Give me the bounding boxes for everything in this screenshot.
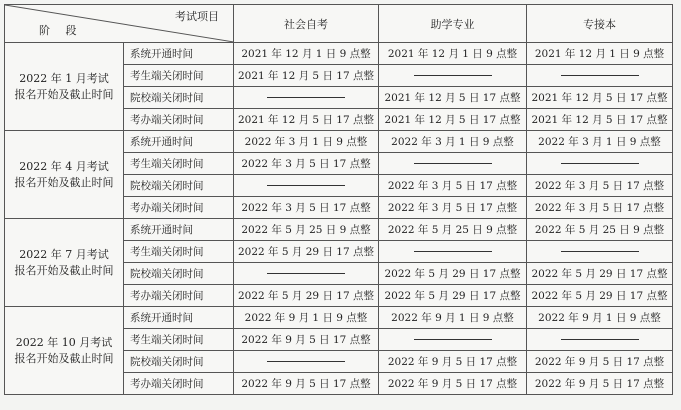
header-stage-label: 阶 段 (39, 24, 83, 37)
table-row (5, 43, 673, 65)
date-cell: 2021 年 12 月 5 日 17 点整 (379, 109, 527, 131)
date-cell: 2022 年 5 月 25 日 9 点整 (379, 219, 527, 241)
date-cell: 2022 年 3 月 5 日 17 点整 (527, 197, 673, 219)
table-row (5, 307, 673, 329)
exam-period-cell (5, 307, 124, 395)
column-header-upgrade: 专接本 (527, 5, 673, 43)
column-header-assisted-study: 助学专业 (379, 5, 527, 43)
date-cell: 2021 年 12 月 5 日 17 点整 (379, 87, 527, 109)
dash-line (267, 361, 345, 362)
dash-line (414, 339, 492, 340)
table-row (5, 131, 673, 153)
dash-line (561, 163, 639, 164)
exam-period-line: 报名开始及截止时间 (14, 175, 114, 189)
exam-period-cell (5, 219, 124, 307)
date-cell: 2022 年 9 月 5 日 17 点整 (234, 329, 379, 351)
exam-period-line: 报名开始及截止时间 (14, 87, 114, 101)
date-cell: 2022 年 9 月 5 日 17 点整 (527, 373, 673, 395)
not-applicable-dash (527, 65, 673, 87)
schedule-document (4, 4, 672, 395)
date-cell: 2021 年 12 月 1 日 9 点整 (527, 43, 673, 65)
not-applicable-dash (379, 329, 527, 351)
not-applicable-dash (234, 87, 379, 109)
exam-item-cell: 考办端关闭时间 (124, 109, 234, 131)
date-cell: 2021 年 12 月 5 日 17 点整 (527, 87, 673, 109)
exam-period-line: 2022 年 10 月考试 (15, 335, 113, 349)
date-cell: 2022 年 3 月 5 日 17 点整 (379, 197, 527, 219)
date-cell: 2022 年 9 月 1 日 9 点整 (379, 307, 527, 329)
exam-period-line: 报名开始及截止时间 (14, 351, 114, 365)
date-cell: 2022 年 3 月 5 日 17 点整 (234, 197, 379, 219)
dash-line (414, 251, 492, 252)
not-applicable-dash (527, 241, 673, 263)
date-cell: 2021 年 12 月 1 日 9 点整 (234, 43, 379, 65)
not-applicable-dash (527, 329, 673, 351)
exam-period-cell (5, 43, 124, 131)
exam-item-cell: 考生端关闭时间 (124, 329, 234, 351)
exam-item-cell: 考办端关闭时间 (124, 285, 234, 307)
date-cell: 2022 年 3 月 1 日 9 点整 (527, 131, 673, 153)
header-row (5, 5, 673, 43)
exam-item-cell: 考生端关闭时间 (124, 241, 234, 263)
date-cell: 2022 年 3 月 1 日 9 点整 (379, 131, 527, 153)
date-cell: 2022 年 3 月 1 日 9 点整 (234, 131, 379, 153)
exam-item-cell: 系统开通时间 (124, 43, 234, 65)
exam-item-cell: 考生端关闭时间 (124, 65, 234, 87)
exam-item-cell: 考办端关闭时间 (124, 197, 234, 219)
dash-line (267, 97, 345, 98)
exam-item-cell: 院校端关闭时间 (124, 87, 234, 109)
date-cell: 2022 年 5 月 29 日 17 点整 (527, 263, 673, 285)
exam-period-line: 报名开始及截止时间 (14, 263, 114, 277)
not-applicable-dash (379, 241, 527, 263)
exam-item-cell: 院校端关闭时间 (124, 263, 234, 285)
date-cell: 2022 年 9 月 5 日 17 点整 (527, 351, 673, 373)
dash-line (414, 75, 492, 76)
date-cell: 2022 年 3 月 5 日 17 点整 (527, 175, 673, 197)
table-row (5, 219, 673, 241)
exam-item-cell: 考生端关闭时间 (124, 153, 234, 175)
dash-line (267, 185, 345, 186)
date-cell: 2022 年 3 月 5 日 17 点整 (379, 175, 527, 197)
date-cell: 2022 年 5 月 29 日 17 点整 (234, 241, 379, 263)
date-cell: 2022 年 9 月 5 日 17 点整 (379, 373, 527, 395)
exam-item-cell: 系统开通时间 (124, 307, 234, 329)
not-applicable-dash (527, 153, 673, 175)
not-applicable-dash (234, 351, 379, 373)
not-applicable-dash (379, 65, 527, 87)
dash-line (561, 251, 639, 252)
exam-item-cell: 院校端关闭时间 (124, 175, 234, 197)
date-cell: 2022 年 5 月 29 日 17 点整 (527, 285, 673, 307)
exam-period-line: 2022 年 1 月考试 (19, 71, 109, 85)
date-cell: 2022 年 5 月 29 日 17 点整 (234, 285, 379, 307)
date-cell: 2022 年 3 月 5 日 17 点整 (234, 153, 379, 175)
exam-item-cell: 考办端关闭时间 (124, 373, 234, 395)
not-applicable-dash (234, 175, 379, 197)
exam-item-cell: 系统开通时间 (124, 219, 234, 241)
date-cell: 2021 年 12 月 5 日 17 点整 (527, 109, 673, 131)
date-cell: 2022 年 9 月 5 日 17 点整 (234, 373, 379, 395)
dash-line (267, 273, 345, 274)
diagonal-header-cell (5, 5, 234, 43)
header-item-label: 考试项目 (175, 10, 219, 23)
exam-period-line: 2022 年 7 月考试 (19, 247, 109, 261)
not-applicable-dash (379, 153, 527, 175)
exam-period-line: 2022 年 4 月考试 (19, 159, 109, 173)
schedule-body (5, 43, 673, 395)
dash-line (561, 75, 639, 76)
date-cell: 2022 年 9 月 5 日 17 点整 (379, 351, 527, 373)
date-cell: 2022 年 5 月 25 日 9 点整 (234, 219, 379, 241)
date-cell: 2021 年 12 月 5 日 17 点整 (234, 109, 379, 131)
date-cell: 2022 年 5 月 25 日 9 点整 (527, 219, 673, 241)
schedule-table (4, 4, 673, 395)
dash-line (414, 163, 492, 164)
column-header-self-study: 社会自考 (234, 5, 379, 43)
dash-line (561, 339, 639, 340)
date-cell: 2022 年 5 月 29 日 17 点整 (379, 263, 527, 285)
exam-item-cell: 系统开通时间 (124, 131, 234, 153)
not-applicable-dash (234, 263, 379, 285)
exam-period-cell (5, 131, 124, 219)
date-cell: 2021 年 12 月 5 日 17 点整 (234, 65, 379, 87)
date-cell: 2022 年 5 月 29 日 17 点整 (379, 285, 527, 307)
date-cell: 2022 年 9 月 1 日 9 点整 (527, 307, 673, 329)
date-cell: 2022 年 9 月 1 日 9 点整 (234, 307, 379, 329)
date-cell: 2021 年 12 月 1 日 9 点整 (379, 43, 527, 65)
exam-item-cell: 院校端关闭时间 (124, 351, 234, 373)
